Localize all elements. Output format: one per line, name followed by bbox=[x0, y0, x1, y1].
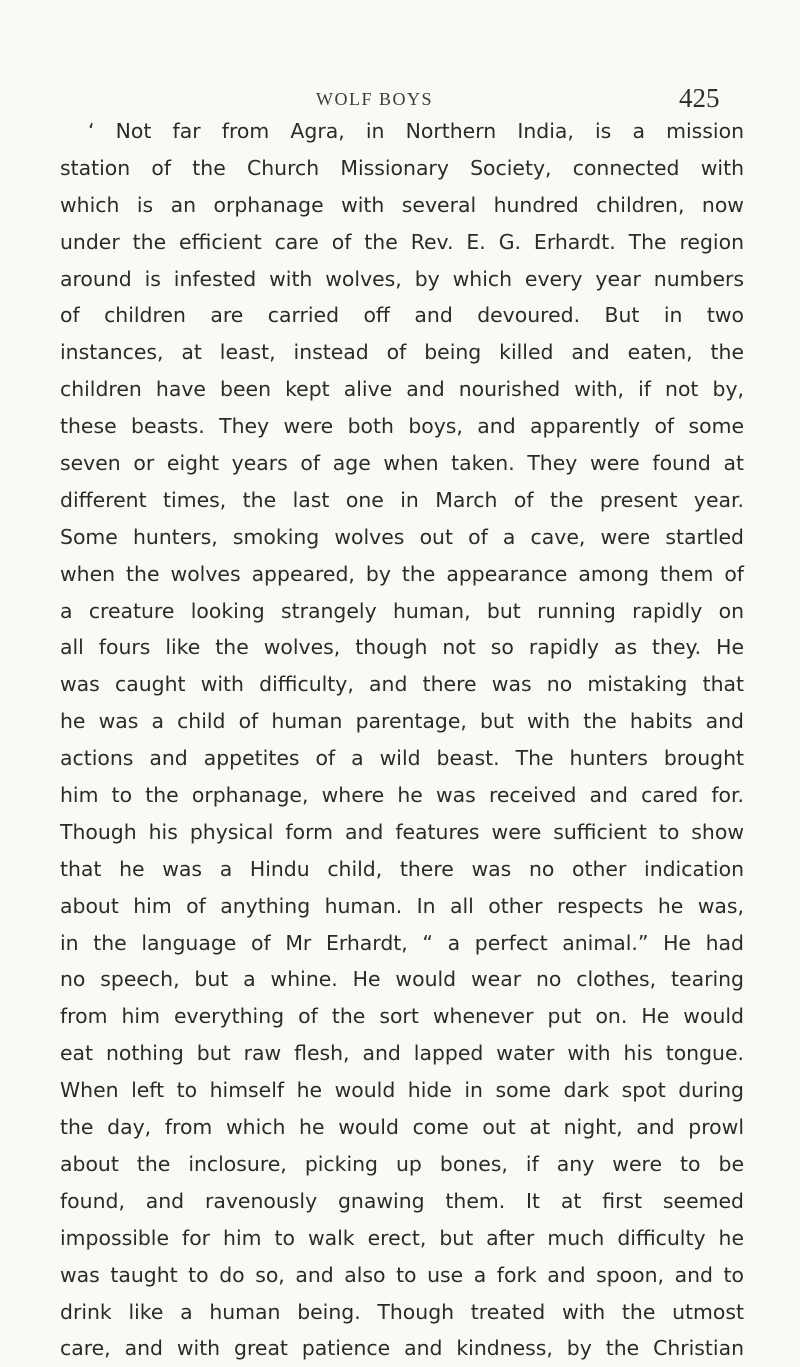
text-line: in the language of Mr Erhardt, “ a perfect animal.” He had bbox=[60, 930, 744, 955]
text-line: from him everything of the sort whenever put on. He would bbox=[60, 1004, 744, 1029]
text-line: him to the orphanage, where he was received and cared for. bbox=[60, 783, 744, 808]
text-line: station of the Church Missionary Society, connected with bbox=[60, 155, 744, 180]
text-line: drink like a human being. Though treated with the utmost bbox=[60, 1299, 744, 1324]
text-line: actions and appetites of a wild beast. The hunters brought bbox=[60, 746, 744, 771]
text-line: that he was a Hindu child, there was no other indication bbox=[60, 856, 744, 881]
text-line: When left to himself he would hide in some dark spot during bbox=[60, 1078, 744, 1103]
text-line: no speech, but a whine. He would wear no clothes, tearing bbox=[60, 967, 744, 992]
text-line: about him of anything human. In all other respects he was, bbox=[60, 893, 744, 918]
text-line: when the wolves appeared, by the appearance among them of bbox=[60, 561, 744, 586]
text-line: was taught to do so, and also to use a fork and spoon, and to bbox=[60, 1262, 744, 1287]
text-line: a creature looking strangely human, but running rapidly on bbox=[60, 598, 744, 623]
text-line: these beasts. They were both boys, and apparently of some bbox=[60, 414, 744, 439]
text-line: of children are carried off and devoured. But in two bbox=[60, 303, 744, 328]
text-line: impossible for him to walk erect, but after much difficulty he bbox=[60, 1225, 744, 1250]
text-line: found, and ravenously gnawing them. It at first seemed bbox=[60, 1188, 744, 1213]
body-paragraph bbox=[60, 113, 744, 1367]
text-line: Though his physical form and features were sufficient to show bbox=[60, 819, 744, 844]
text-line: children have been kept alive and nourished with, if not by, bbox=[60, 377, 744, 402]
text-line: which is an orphanage with several hundred children, now bbox=[60, 192, 744, 217]
text-line: instances, at least, instead of being killed and eaten, the bbox=[60, 340, 744, 365]
running-title: WOLF BOYS bbox=[316, 89, 434, 109]
text-line: care, and with great patience and kindness, by the Christian bbox=[60, 1336, 744, 1361]
text-line: all fours like the wolves, though not so rapidly as they. He bbox=[60, 635, 744, 660]
text-line: Some hunters, smoking wolves out of a cave, were startled bbox=[60, 524, 744, 549]
text-line: he was a child of human parentage, but with the habits and bbox=[60, 709, 744, 734]
text-line: eat nothing but raw flesh, and lapped water with his tongue. bbox=[60, 1041, 744, 1066]
page-number: 425 bbox=[679, 83, 720, 113]
text-line: different times, the last one in March of the present year. bbox=[60, 487, 744, 512]
text-line: was caught with difficulty, and there was no mistaking that bbox=[60, 672, 744, 697]
text-line: about the inclosure, picking up bones, if any were to be bbox=[60, 1151, 744, 1176]
text-line: the day, from which he would come out at night, and prowl bbox=[60, 1115, 744, 1140]
text-line: under the efficient care of the Rev. E. G. Erhardt. The region bbox=[60, 229, 744, 254]
text-line: around is infested with wolves, by which every year numbers bbox=[60, 266, 744, 291]
text-line: seven or eight years of age when taken. They were found at bbox=[60, 451, 744, 476]
text-line: ‘ Not far from Agra, in Northern India, is a mission bbox=[88, 119, 744, 143]
